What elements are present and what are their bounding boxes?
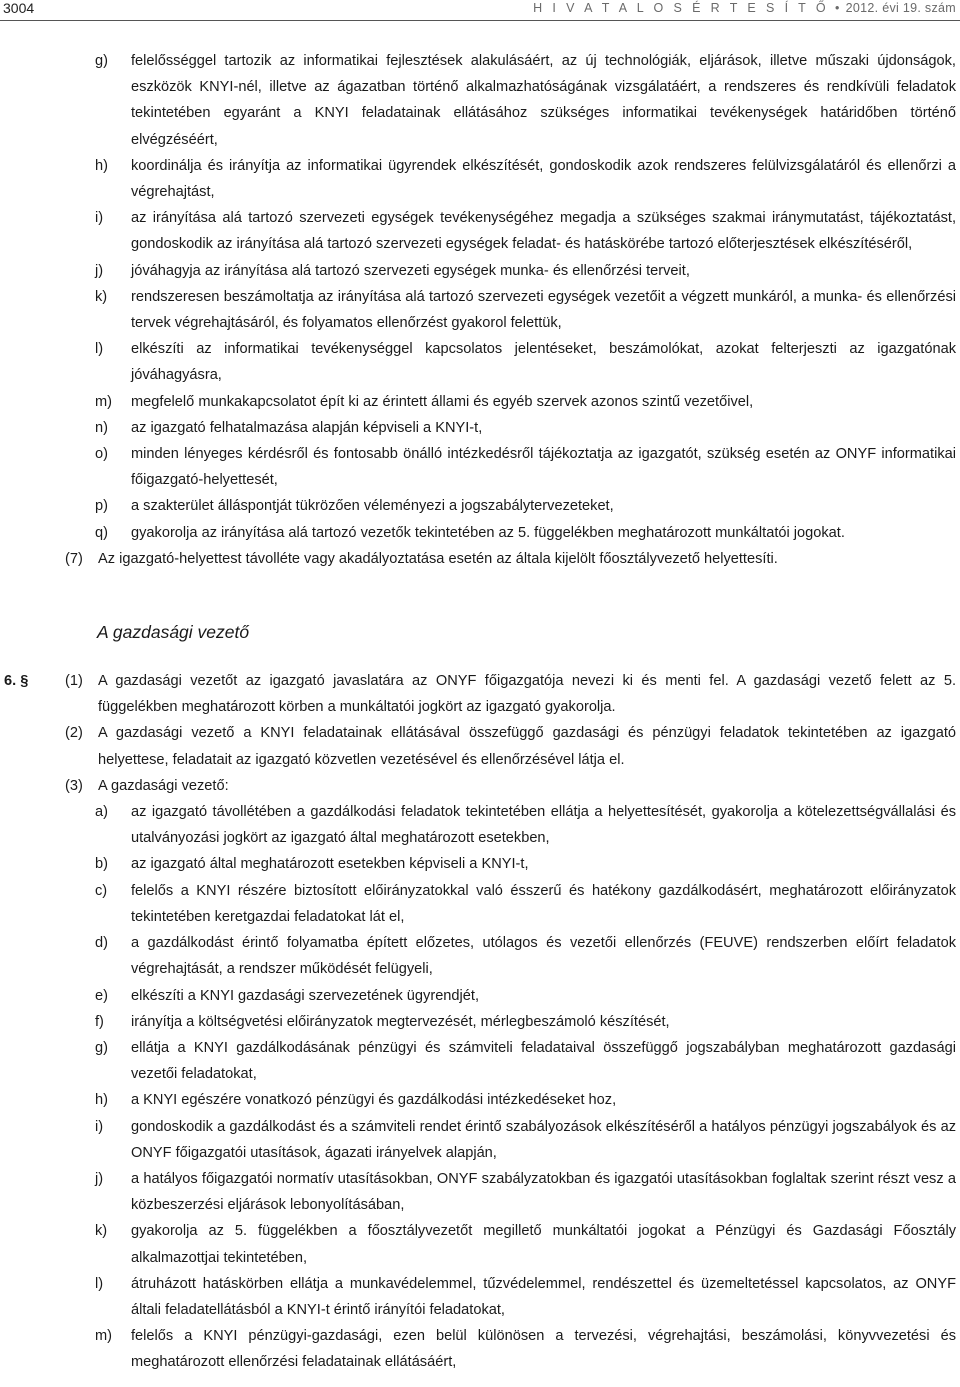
list-item: [95, 1218, 956, 1270]
item-text: felelősséggel tartozik az informatikai fejlesztések alakulásáért, az új technológiák, eljárások, illetve műszaki újdonságok, eszközök KNYI-nél, illetve az ágazatban történő alkalmazhatóságának vizsgálatáért, a rendszeres és rendkívüli feladatok tekintetében egyaránt a KNYI feladatainak ellátásához szükséges informatikai tevékenységek határidőben történő elvégzéséért,: [131, 53, 956, 148]
item-text: rendszeresen beszámoltatja az irányítása alá tartozó szervezeti egységek vezetőit a végzett munkáról, a munka- és ellenőrzési tervek végrehajtásáról, és folyamatos ellenőrzést gyakorol felettük,: [131, 288, 956, 332]
list-item: [95, 1009, 956, 1035]
paragraph-label: (2): [65, 725, 83, 742]
list-item: [95, 520, 956, 546]
item-label: j): [95, 262, 104, 279]
item-label: k): [95, 288, 108, 305]
list-item: [95, 48, 956, 153]
item-text: koordinálja és irányítja az informatikai ügyrendek elkészítését, gondoskodik azok rendszeres felülvizsgálatáról és ellenőrzi a végrehajtást,: [131, 157, 956, 201]
item-label: d): [95, 935, 108, 952]
item-label: i): [95, 1118, 104, 1135]
list-item: [95, 389, 956, 415]
item-text: az igazgató által meghatározott esetekben képviseli a KNYI-t,: [131, 856, 529, 873]
item-label: c): [95, 882, 108, 899]
spacer: [0, 644, 960, 668]
item-list-top: [0, 48, 960, 546]
paragraph-1: [65, 668, 956, 720]
item-label: a): [95, 804, 108, 821]
item-text: gyakorolja az irányítása alá tartozó vezetők tekintetében az 5. függelékben meghatározott munkáltatói jogokat.: [131, 524, 845, 541]
list-item: [95, 1087, 956, 1113]
paragraph-3: [65, 773, 956, 799]
journal-title: H I V A T A L O S É R T E S Í T Ő: [533, 1, 829, 15]
list-item: [95, 205, 956, 257]
list-item: [95, 441, 956, 493]
item-text: az igazgató távollétében a gazdálkodási feladatok tekintetében ellátja a helyettesítését, gyakorolja a kötelezettségvállalási és utalványozási jogkört az igazgató által meghatározott esetekben,: [131, 804, 956, 847]
section-number: 6. §: [4, 673, 29, 690]
item-label: m): [95, 1328, 113, 1345]
list-item: [95, 284, 956, 336]
list-item: [95, 983, 956, 1009]
item-label: h): [95, 157, 108, 174]
item-text: a hatályos főigazgatói normatív utasításokban, ONYF szabályzatokban és igazgatói utasításokban foglaltak szerint részt vesz a közbeszerzési eljárások lebonyolításában,: [131, 1170, 956, 1214]
item-label: e): [95, 987, 108, 1004]
list-item: [95, 878, 956, 930]
list-item: [95, 1323, 956, 1375]
paragraph-text: A gazdasági vezető:: [98, 777, 229, 794]
paragraph-text: Az igazgató-helyettest távolléte vagy akadályoztatása esetén az általa kijelölt főosztályvezető helyettesíti.: [98, 550, 778, 567]
item-text: gyakorolja az 5. függelékben a főosztályvezetőt megillető munkáltatói jogokat a Pénzügyi és Gazdasági Főosztály alkalmazottjai tekintetében,: [131, 1223, 956, 1266]
item-text: a KNYI egészére vonatkozó pénzügyi és gazdálkodási intézkedéseket hoz,: [131, 1092, 617, 1109]
separator-dot: •: [834, 1, 840, 15]
item-label: q): [95, 524, 108, 541]
paragraph-label: (3): [65, 777, 83, 794]
item-text: megfelelő munkakapcsolatot épít ki az érintett állami és egyéb szervek azonos szintű vezetőivel,: [131, 393, 754, 410]
item-label: i): [95, 210, 104, 227]
item-text: minden lényeges kérdésről és fontosabb önálló intézkedésről tájékoztatja az igazgatót, szükség esetén az ONYF informatikai főigazgató-helyettesét,: [131, 446, 956, 489]
item-label: l): [95, 1275, 104, 1292]
list-item: [95, 930, 956, 982]
item-label: p): [95, 498, 108, 515]
list-item: [95, 1271, 956, 1323]
page-header: [0, 0, 960, 22]
item-label: g): [95, 53, 108, 69]
item-text: felelős a KNYI részére biztosított előirányzatokkal való ésszerű és hatékony gazdálkodásért, meghatározott előirányzatok tekintetében keretgazdai feladatokat lát el,: [131, 882, 956, 925]
item-label: g): [95, 1039, 108, 1056]
item-text: ellátja a KNYI gazdálkodásának pénzügyi és számviteli feladataival összefüggő jogszabályban meghatározott gazdasági vezetői feladatokat,: [131, 1039, 956, 1083]
issue-label: 2012. évi 19. szám: [845, 1, 956, 15]
paragraph-text: A gazdasági vezető a KNYI feladatainak ellátásával összefüggő gazdasági és pénzügyi feladatok tekintetében az igazgató helyettese, feladatait az igazgató közvetlen vezetésével és ellenőrzésével látja el.: [98, 725, 956, 768]
list-item: [95, 153, 956, 205]
list-item: [95, 258, 956, 284]
item-text: az igazgató felhatalmazása alapján képviseli a KNYI-t,: [131, 419, 483, 436]
item-text: átruházott hatáskörben ellátja a munkavédelemmel, tűzvédelemmel, rendészettel és üzemeltetéssel kapcsolatos, az ONYF általi feladatellátásból a KNYI-t érintő irányítói feladatokat,: [131, 1275, 956, 1318]
document-body: [0, 48, 960, 1376]
item-label: m): [95, 393, 113, 410]
list-item: [95, 493, 956, 519]
list-item: [95, 851, 956, 877]
list-item: [95, 336, 956, 388]
list-item: [95, 1035, 956, 1087]
paragraph-label: (1): [65, 673, 83, 690]
paragraph-2: [65, 720, 956, 772]
item-text: az irányítása alá tartozó szervezeti egységek tevékenységéhez megadja a szükséges szakmai iránymutatást, tájékoztatást, gondoskodik az irányítása alá tartozó szervezeti egységek feladat- és hatáskörébe tartozó előterjesztések elkészítéséről,: [131, 210, 956, 253]
item-label: h): [95, 1092, 108, 1109]
header-rule: [0, 20, 960, 21]
page-number: 3004: [3, 0, 35, 16]
item-label: f): [95, 1013, 104, 1030]
section-title: A gazdasági vezető: [97, 622, 250, 643]
item-label: k): [95, 1223, 108, 1240]
paragraph-text: A gazdasági vezetőt az igazgató javaslatára az ONYF főigazgatója nevezi ki és menti fel. A gazdasági vezető felett az 5. függelékben meghatározott körben a munkáltatói jogkört az igazgató gyakorolja.: [98, 673, 956, 716]
running-title: [533, 1, 956, 15]
item-list-bottom: [0, 799, 960, 1375]
list-item: [95, 1114, 956, 1166]
list-item: [95, 415, 956, 441]
item-text: felelős a KNYI pénzügyi-gazdasági, ezen belül különösen a tervezési, végrehajtási, beszámolási, könyvvezetési és meghatározott ellenőrzési feladatainak ellátásáért,: [131, 1328, 956, 1371]
item-label: o): [95, 446, 108, 463]
item-text: a szakterület álláspontját tükrözően véleményezi a jogszabálytervezeteket,: [131, 498, 614, 515]
item-label: b): [95, 856, 108, 873]
item-text: elkészíti az informatikai tevékenységgel kapcsolatos jelentéseket, beszámolókat, azokat felterjeszti az igazgatónak jóváhagyásra,: [131, 341, 956, 384]
paragraph-7: [65, 546, 956, 572]
list-item: [95, 799, 956, 851]
item-text: a gazdálkodást érintő folyamatba épített előzetes, utólagos és vezetői ellenőrzés (FEUVE) rendszerben előírt feladatok végrehajtását, a rendszer működését felügyeli,: [131, 935, 956, 978]
item-text: jóváhagyja az irányítása alá tartozó szervezeti egységek munka- és ellenőrzési terveit,: [131, 262, 690, 279]
item-label: j): [95, 1170, 104, 1187]
item-label: n): [95, 419, 108, 436]
section-6: [0, 668, 960, 720]
item-label: l): [95, 341, 104, 358]
item-text: gondoskodik a gazdálkodást és a számviteli rendet érintő szabályozások elkészítéséről a hatályos pénzügyi jogszabályok és az ONYF főigazgatói utasítások, ágazati irányelvek alapján,: [131, 1118, 956, 1161]
spacer: [0, 572, 960, 620]
paragraph-label: (7): [65, 550, 83, 567]
item-text: elkészíti a KNYI gazdasági szervezetének ügyrendjét,: [131, 987, 480, 1004]
item-text: irányítja a költségvetési előirányzatok megtervezését, mérlegbeszámoló készítését,: [131, 1013, 670, 1030]
list-item: [95, 1166, 956, 1218]
